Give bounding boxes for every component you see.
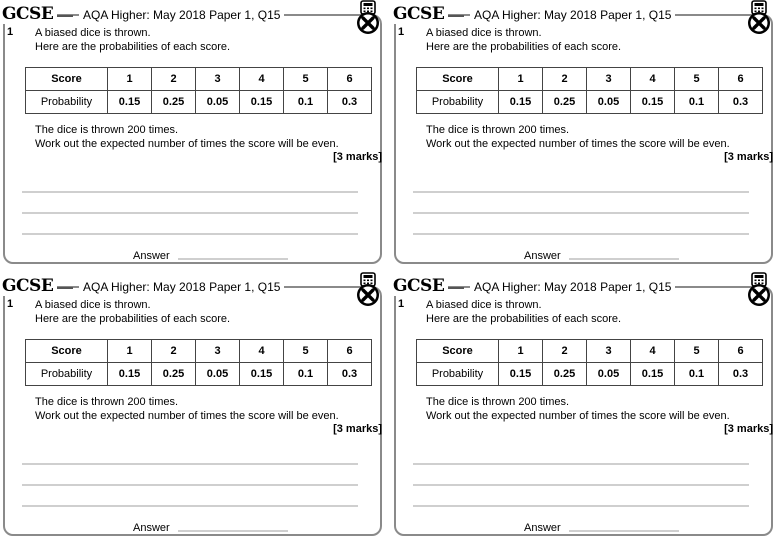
answer-label: Answer	[524, 522, 561, 534]
answer-line[interactable]	[569, 258, 679, 260]
row-label: Score	[26, 68, 108, 91]
score-cell: 5	[284, 68, 328, 91]
intro-line: A biased dice is thrown.	[426, 299, 542, 311]
question-number: 1	[7, 298, 14, 310]
body-line: Work out the expected number of times the score will be even.	[426, 138, 730, 150]
question-intro	[426, 298, 621, 326]
row-label: Probability	[417, 91, 499, 114]
score-row	[26, 68, 372, 91]
body-line: The dice is thrown 200 times.	[426, 124, 570, 136]
calculator-not-allowed-icon	[352, 272, 384, 308]
probability-cell: 0.05	[196, 91, 240, 114]
score-row	[26, 340, 372, 363]
score-cell: 4	[240, 340, 284, 363]
score-cell: 5	[284, 340, 328, 363]
score-cell: 2	[543, 340, 587, 363]
body-line: The dice is thrown 200 times.	[426, 396, 570, 408]
answer-label: Answer	[524, 250, 561, 262]
score-row	[417, 68, 763, 91]
gcse-logo: GCSE	[393, 276, 448, 296]
row-label: Probability	[26, 363, 108, 386]
score-cell: 1	[108, 68, 152, 91]
score-cell: 1	[499, 340, 543, 363]
probability-cell: 0.3	[328, 363, 372, 386]
marks-label: [3 marks]	[333, 423, 382, 435]
working-line[interactable]	[22, 463, 358, 465]
probability-cell: 0.25	[152, 91, 196, 114]
answer-line[interactable]	[569, 530, 679, 532]
probability-cell: 0.15	[108, 91, 152, 114]
gcse-logo: GCSE	[2, 276, 57, 296]
question-number: 1	[398, 26, 405, 38]
probability-cell: 0.3	[719, 363, 763, 386]
marks-label: [3 marks]	[333, 151, 382, 163]
probability-cell: 0.15	[240, 91, 284, 114]
probability-cell: 0.3	[719, 91, 763, 114]
question-number: 1	[7, 26, 14, 38]
probability-cell: 0.25	[543, 91, 587, 114]
body-line: The dice is thrown 200 times.	[35, 396, 179, 408]
question-body	[426, 395, 730, 423]
body-line: Work out the expected number of times the score will be even.	[426, 410, 730, 422]
exam-reference: AQA Higher: May 2018 Paper 1, Q15	[79, 280, 284, 295]
calculator-not-allowed-icon	[743, 0, 775, 36]
working-line[interactable]	[413, 484, 749, 486]
row-label: Score	[417, 68, 499, 91]
question-card	[0, 272, 386, 540]
question-intro	[426, 26, 621, 54]
intro-line: Here are the probabilities of each score.	[426, 41, 622, 53]
gcse-logo: GCSE	[393, 4, 448, 24]
score-cell: 3	[587, 68, 631, 91]
score-cell: 4	[631, 340, 675, 363]
body-line: Work out the expected number of times the score will be even.	[35, 138, 339, 150]
probability-cell: 0.1	[675, 363, 719, 386]
probability-cell: 0.05	[587, 91, 631, 114]
score-cell: 2	[543, 68, 587, 91]
gcse-logo: GCSE	[2, 4, 57, 24]
row-label: Score	[417, 340, 499, 363]
answer-line[interactable]	[178, 530, 288, 532]
row-label: Probability	[26, 91, 108, 114]
working-line[interactable]	[413, 505, 749, 507]
intro-line: Here are the probabilities of each score.	[35, 313, 231, 325]
probability-table	[25, 339, 372, 386]
score-cell: 5	[675, 68, 719, 91]
row-label: Score	[26, 340, 108, 363]
intro-line: A biased dice is thrown.	[426, 27, 542, 39]
probability-row	[26, 91, 372, 114]
body-line: Work out the expected number of times the score will be even.	[35, 410, 339, 422]
score-cell: 6	[328, 340, 372, 363]
probability-row	[26, 363, 372, 386]
score-cell: 3	[196, 68, 240, 91]
score-cell: 5	[675, 340, 719, 363]
exam-reference: AQA Higher: May 2018 Paper 1, Q15	[470, 280, 675, 295]
probability-cell: 0.25	[543, 363, 587, 386]
probability-cell: 0.15	[499, 363, 543, 386]
probability-cell: 0.15	[240, 363, 284, 386]
intro-line: Here are the probabilities of each score.	[35, 41, 231, 53]
probability-cell: 0.1	[284, 91, 328, 114]
working-line[interactable]	[22, 233, 358, 235]
probability-cell: 0.15	[631, 91, 675, 114]
probability-cell: 0.15	[499, 91, 543, 114]
working-line[interactable]	[22, 191, 358, 193]
answer-label: Answer	[133, 250, 170, 262]
score-row	[417, 340, 763, 363]
working-line[interactable]	[22, 505, 358, 507]
answer-line[interactable]	[178, 258, 288, 260]
body-line: The dice is thrown 200 times.	[35, 124, 179, 136]
score-cell: 3	[587, 340, 631, 363]
probability-cell: 0.25	[152, 363, 196, 386]
intro-line: A biased dice is thrown.	[35, 27, 151, 39]
score-cell: 4	[240, 68, 284, 91]
probability-cell: 0.15	[631, 363, 675, 386]
score-cell: 6	[719, 68, 763, 91]
score-cell: 6	[328, 68, 372, 91]
intro-line: Here are the probabilities of each score.	[426, 313, 622, 325]
probability-table	[25, 67, 372, 114]
probability-row	[417, 363, 763, 386]
score-cell: 6	[719, 340, 763, 363]
question-body	[35, 123, 339, 151]
question-intro	[35, 26, 230, 54]
question-card	[391, 0, 777, 268]
exam-reference: AQA Higher: May 2018 Paper 1, Q15	[79, 8, 284, 23]
calculator-not-allowed-icon	[352, 0, 384, 36]
probability-cell: 0.1	[284, 363, 328, 386]
score-cell: 1	[499, 68, 543, 91]
working-line[interactable]	[22, 484, 358, 486]
probability-cell: 0.05	[587, 363, 631, 386]
question-card	[391, 272, 777, 540]
question-number: 1	[398, 298, 405, 310]
working-line[interactable]	[413, 191, 749, 193]
working-line[interactable]	[22, 212, 358, 214]
probability-row	[417, 91, 763, 114]
probability-cell: 0.3	[328, 91, 372, 114]
marks-label: [3 marks]	[724, 423, 773, 435]
score-cell: 2	[152, 68, 196, 91]
answer-label: Answer	[133, 522, 170, 534]
working-line[interactable]	[413, 463, 749, 465]
working-line[interactable]	[413, 233, 749, 235]
probability-table	[416, 67, 763, 114]
exam-reference: AQA Higher: May 2018 Paper 1, Q15	[470, 8, 675, 23]
score-cell: 1	[108, 340, 152, 363]
score-cell: 3	[196, 340, 240, 363]
question-body	[35, 395, 339, 423]
probability-table	[416, 339, 763, 386]
probability-cell: 0.05	[196, 363, 240, 386]
score-cell: 2	[152, 340, 196, 363]
intro-line: A biased dice is thrown.	[35, 299, 151, 311]
question-intro	[35, 298, 230, 326]
probability-cell: 0.1	[675, 91, 719, 114]
probability-cell: 0.15	[108, 363, 152, 386]
working-line[interactable]	[413, 212, 749, 214]
marks-label: [3 marks]	[724, 151, 773, 163]
calculator-not-allowed-icon	[743, 272, 775, 308]
row-label: Probability	[417, 363, 499, 386]
score-cell: 4	[631, 68, 675, 91]
question-body	[426, 123, 730, 151]
question-card	[0, 0, 386, 268]
